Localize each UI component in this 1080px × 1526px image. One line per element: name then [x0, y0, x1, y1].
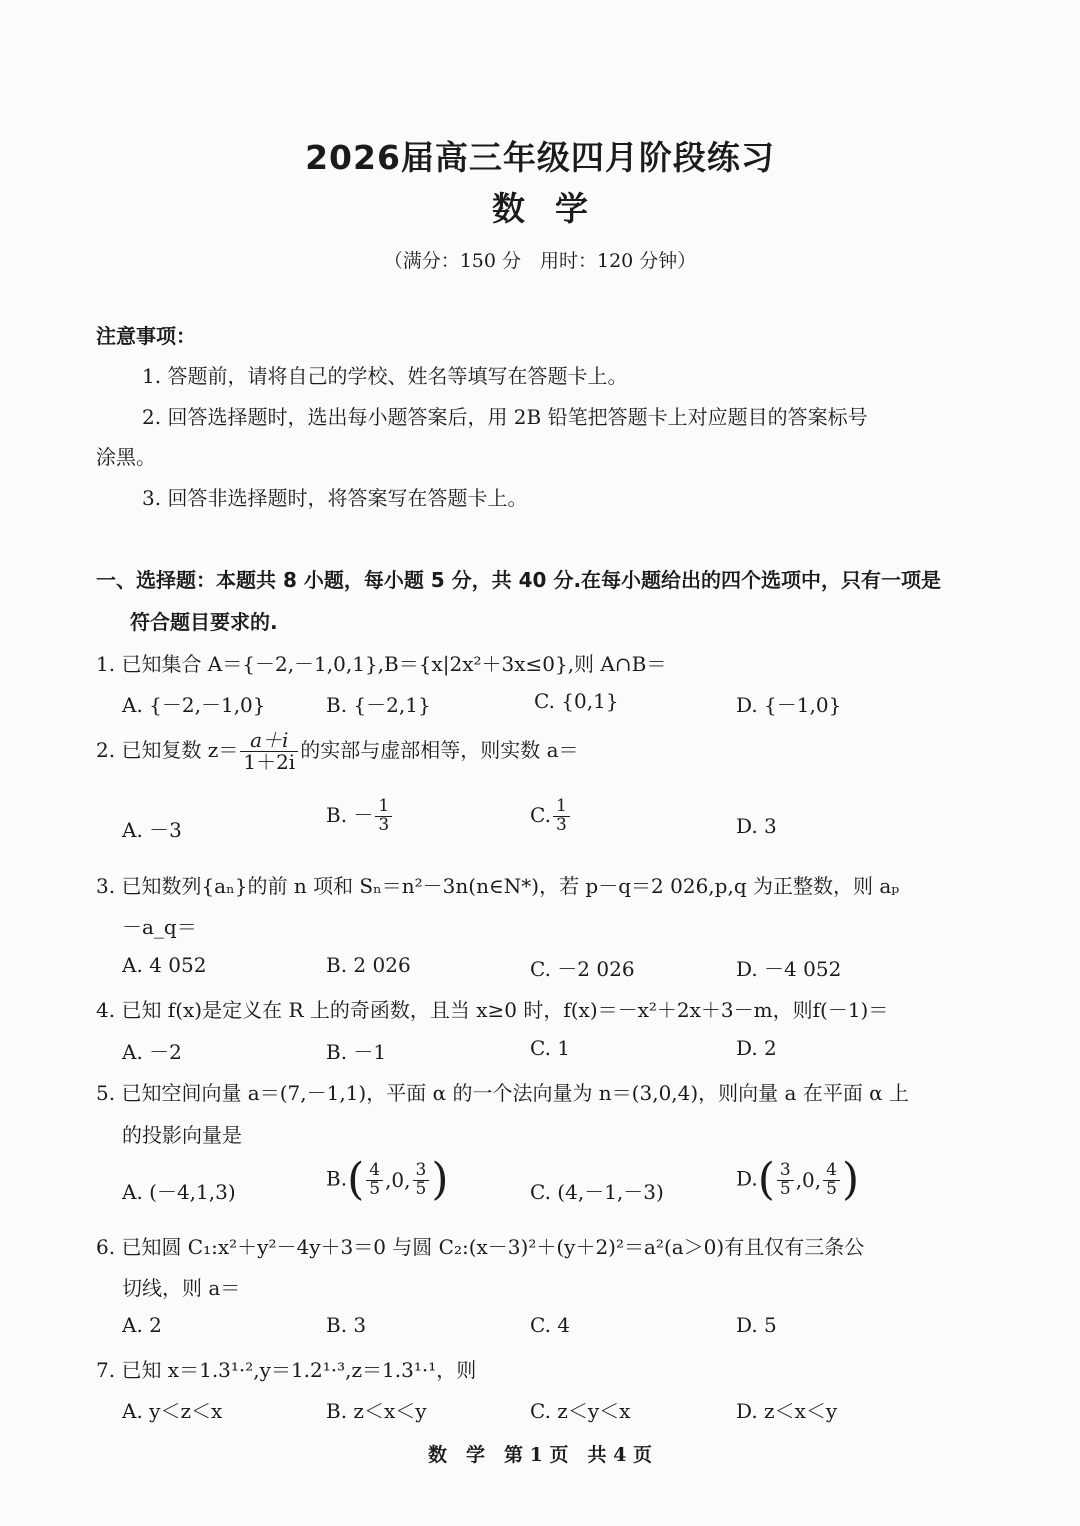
notice-item-2-cont: 涂黑。: [96, 445, 156, 469]
fraction-numerator: 1: [375, 798, 392, 817]
q4-option-c: C. 1: [530, 1036, 571, 1060]
question-6-cont: 切线，则 a＝: [122, 1276, 241, 1300]
notice-item-1: 1. 答题前，请将自己的学校、姓名等填写在答题卡上。: [142, 364, 628, 388]
fraction-denominator: 5: [369, 1178, 381, 1199]
fraction-numerator: 3: [413, 1162, 430, 1181]
question-6: [96, 1231, 864, 1260]
question-text-post: 的实部与虚部相等，则实数 a＝: [300, 738, 579, 762]
fraction: [366, 1159, 383, 1199]
fraction: [777, 1159, 794, 1199]
fraction-denominator: 3: [378, 814, 390, 835]
question-number: 3.: [96, 874, 116, 898]
fraction-denominator: 3: [555, 814, 567, 835]
question-text-pre: 已知复数 z＝: [121, 738, 239, 762]
left-paren: (: [757, 1154, 775, 1205]
q3-option-c: C. －2 026: [530, 957, 635, 981]
q7-option-b: B. z＜x＜y: [326, 1399, 427, 1423]
q6-option-c: C. 4: [530, 1313, 571, 1337]
question-text: 已知圆 C₁:x²＋y²－4y＋3＝0 与圆 C₂:(x－3)²＋(y＋2)²＝a²(a＞0)有且仅有三条公: [121, 1235, 865, 1259]
question-number: 7.: [96, 1358, 116, 1382]
question-number: 2.: [96, 738, 116, 762]
q5-option-a: A. (－4,1,3): [122, 1180, 236, 1204]
option-label: C.: [530, 802, 551, 827]
fraction: [823, 1159, 840, 1199]
question-4: [96, 994, 888, 1023]
section1-heading: 一、选择题：本题共 8 小题，每小题 5 分，共 40 分.在每小题给出的四个选项中，只有一项是: [96, 568, 942, 592]
question-5: [96, 1077, 909, 1106]
left-paren: (: [347, 1154, 365, 1205]
q3-option-b: B. 2 026: [326, 953, 411, 977]
question-1: [96, 648, 666, 677]
fraction-numerator: 1: [553, 798, 570, 817]
q4-option-d: D. 2: [736, 1036, 777, 1060]
exam-meta: （满分：150 分 用时：120 分钟）: [383, 250, 697, 272]
question-number: 6.: [96, 1235, 116, 1259]
question-3: [96, 870, 899, 899]
question-number: 5.: [96, 1081, 116, 1105]
question-3-cont: －a_q＝: [122, 915, 197, 939]
q5-option-d: [736, 1154, 860, 1205]
question-text: 已知数列{aₙ}的前 n 项和 Sₙ＝n²－3n(n∈N*)，若 p－q＝2 026,p,q 为正整数，则 aₚ: [121, 874, 900, 898]
q5-option-b: [326, 1154, 449, 1205]
notice-item-3: 3. 回答非选择题时，将答案写在答题卡上。: [142, 486, 528, 510]
question-number: 4.: [96, 998, 116, 1022]
q7-option-a: A. y＜z＜x: [122, 1399, 223, 1423]
fraction-numerator: 4: [823, 1162, 840, 1181]
q1-option-b: B. {－2,1}: [326, 693, 431, 717]
question-text: 已知 f(x)是定义在 R 上的奇函数，且当 x≥0 时，f(x)＝－x²＋2x＋3－m，则f(－1)＝: [121, 998, 889, 1022]
option-label: D.: [736, 1166, 758, 1191]
notice-heading: 注意事项：: [96, 324, 196, 348]
fraction-denominator: 5: [415, 1178, 427, 1199]
q6-option-b: B. 3: [326, 1313, 367, 1337]
option-label: B. －: [326, 802, 374, 827]
q7-option-c: C. z＜y＜x: [530, 1399, 631, 1423]
fraction: [375, 798, 392, 835]
fraction-denominator: 5: [779, 1178, 791, 1199]
question-2: [96, 730, 579, 773]
vector-middle: ,0,: [385, 1168, 411, 1192]
fraction-denominator: 1＋2i: [243, 750, 296, 774]
question-number: 1.: [96, 652, 116, 676]
fraction-numerator: a＋i: [240, 730, 298, 752]
right-paren: ): [841, 1154, 860, 1205]
q6-option-a: A. 2: [122, 1313, 162, 1337]
section1-heading-cont: 符合题目要求的.: [130, 610, 278, 634]
question-5-cont: 的投影向量是: [122, 1123, 242, 1147]
q4-option-b: B. －1: [326, 1040, 387, 1064]
q1-option-c: C. {0,1}: [534, 689, 619, 713]
q3-option-a: A. 4 052: [122, 953, 207, 977]
fraction-denominator: 5: [826, 1178, 837, 1199]
fraction: [553, 798, 570, 835]
q2-option-d: D. 3: [736, 814, 777, 838]
question-text: 已知空间向量 a＝(7,－1,1)，平面 α 的一个法向量为 n＝(3,0,4)，则向量 a 在平面 α 上: [121, 1081, 910, 1105]
q2-option-b: [326, 798, 394, 835]
q7-option-d: D. z＜x＜y: [736, 1399, 838, 1423]
right-paren: ): [431, 1154, 449, 1205]
q2-option-c: [530, 798, 572, 835]
question-7: [96, 1354, 476, 1383]
q1-option-d: D. {－1,0}: [736, 693, 842, 717]
q4-option-a: A. －2: [122, 1040, 182, 1064]
fraction-numerator: 3: [777, 1162, 794, 1181]
question-text: 已知集合 A＝{－2,－1,0,1},B＝{x|2x²＋3x≤0},则 A∩B＝: [121, 652, 667, 676]
q5-option-c: C. (4,－1,－3): [530, 1180, 664, 1204]
option-label: B.: [326, 1166, 348, 1191]
page-footer: 数 学 第 1 页 共 4 页: [428, 1444, 652, 1466]
q6-option-d: D. 5: [736, 1313, 777, 1337]
notice-item-2: 2. 回答选择题时，选出每小题答案后，用 2B 铅笔把答题卡上对应题目的答案标号: [142, 405, 868, 429]
q1-option-a: A. {－2,－1,0}: [122, 693, 266, 717]
fraction-numerator: 4: [366, 1162, 383, 1181]
question-text: 已知 x＝1.3¹·²,y＝1.2¹·³,z＝1.3¹·¹，则: [121, 1358, 477, 1382]
subject-title: 数学: [492, 189, 618, 228]
fraction: [240, 730, 298, 773]
q2-option-a: A. －3: [122, 818, 182, 842]
exam-title: 2026届高三年级四月阶段练习: [305, 138, 775, 177]
vector-middle: ,0,: [795, 1168, 822, 1192]
fraction: [413, 1159, 430, 1199]
q3-option-d: D. －4 052: [736, 957, 842, 981]
